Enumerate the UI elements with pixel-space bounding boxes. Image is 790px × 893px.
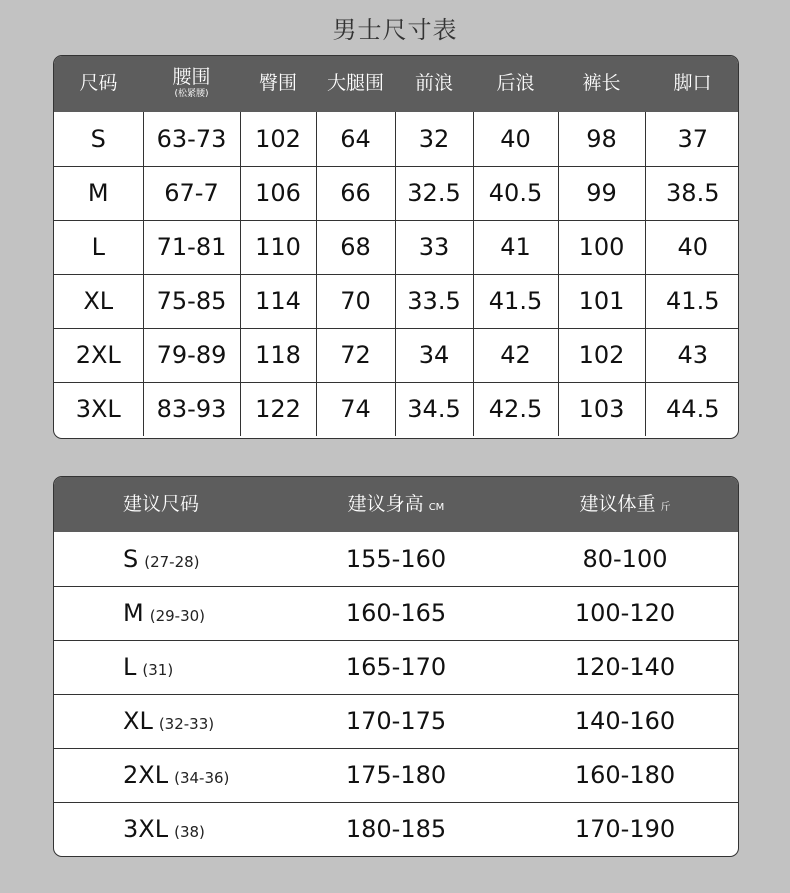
recommended-size-cell: M (29-30) bbox=[54, 586, 282, 640]
header-recommended-weight: 建议体重 斤 bbox=[510, 477, 739, 532]
recommended-size-table bbox=[53, 476, 739, 857]
table-row bbox=[54, 112, 739, 166]
table-row bbox=[54, 694, 739, 748]
size-cell: L bbox=[54, 220, 143, 274]
size-chart-header-row bbox=[54, 56, 739, 112]
header-waist: 腰围 (松紧腰) bbox=[143, 56, 240, 112]
height-cell: 155-160 bbox=[345, 544, 447, 573]
recommended-size-cell: 2XL (34-36) bbox=[54, 748, 282, 802]
waist-size-note: (38) bbox=[174, 823, 205, 842]
back-rise-cell: 41 bbox=[473, 220, 558, 274]
length-cell: 102 bbox=[558, 328, 645, 382]
waist-cell: 71-81 bbox=[143, 220, 240, 274]
back-rise-cell: 40 bbox=[473, 112, 558, 166]
page-title: 男士尺寸表 bbox=[332, 16, 458, 44]
leg-opening-cell: 40 bbox=[645, 220, 739, 274]
front-rise-cell: 32 bbox=[395, 112, 473, 166]
hip-cell: 110 bbox=[240, 220, 316, 274]
header-thigh: 大腿围 bbox=[316, 56, 395, 112]
size-cell: 2XL bbox=[54, 328, 143, 382]
thigh-cell: 68 bbox=[316, 220, 395, 274]
recommended-size-cell: 3XL (38) bbox=[54, 802, 282, 856]
back-rise-cell: 40.5 bbox=[473, 166, 558, 220]
size-cell: XL bbox=[54, 274, 143, 328]
waist-size-note: (31) bbox=[142, 661, 174, 679]
table-row bbox=[54, 640, 739, 694]
waist-cell: 83-93 bbox=[143, 382, 240, 436]
table-row bbox=[54, 382, 739, 436]
header-length: 裤长 bbox=[558, 56, 645, 112]
front-rise-cell: 32.5 bbox=[395, 166, 473, 220]
leg-opening-cell: 43 bbox=[645, 328, 739, 382]
height-cell: 165-170 bbox=[282, 640, 510, 694]
length-cell: 100 bbox=[558, 220, 645, 274]
leg-opening-cell: 41.5 bbox=[645, 274, 739, 328]
thigh-cell: 72 bbox=[316, 328, 395, 382]
header-hip: 臀围 bbox=[240, 56, 316, 112]
recommended-size-cell: XL (32-33) bbox=[54, 694, 282, 748]
front-rise-cell: 33 bbox=[395, 220, 473, 274]
table-row bbox=[54, 748, 739, 802]
size-chart-table bbox=[53, 55, 739, 439]
waist-size-note: (32-33) bbox=[158, 715, 215, 733]
recommend-header-row bbox=[54, 477, 739, 532]
header-front-rise: 前浪 bbox=[395, 56, 473, 112]
leg-opening-cell: 37 bbox=[677, 124, 709, 153]
thigh-cell: 74 bbox=[316, 382, 395, 436]
back-rise-cell: 42 bbox=[473, 328, 558, 382]
table-row bbox=[54, 166, 739, 220]
waist-size-note: (27-28) bbox=[144, 552, 200, 571]
front-rise-cell: 34.5 bbox=[395, 382, 473, 436]
table-row bbox=[54, 532, 739, 586]
hip-cell: 118 bbox=[240, 328, 316, 382]
leg-opening-cell: 44.5 bbox=[645, 382, 739, 436]
header-waist-note: (松紧腰) bbox=[174, 89, 209, 100]
table-row bbox=[54, 586, 739, 640]
weight-cell: 170-190 bbox=[510, 802, 739, 856]
height-cell: 180-185 bbox=[282, 802, 510, 856]
front-rise-cell: 33.5 bbox=[395, 274, 473, 328]
back-rise-cell: 41.5 bbox=[473, 274, 558, 328]
header-leg-opening: 脚口 bbox=[645, 56, 739, 112]
front-rise-cell: 34 bbox=[395, 328, 473, 382]
thigh-cell: 66 bbox=[316, 166, 395, 220]
height-cell: 175-180 bbox=[282, 748, 510, 802]
hip-cell: 102 bbox=[240, 112, 316, 166]
recommended-size-cell: S (27-28) bbox=[123, 544, 200, 573]
weight-cell: 120-140 bbox=[510, 640, 739, 694]
waist-cell: 75-85 bbox=[143, 274, 240, 328]
thigh-cell: 70 bbox=[316, 274, 395, 328]
height-cell: 170-175 bbox=[282, 694, 510, 748]
header-recommended-height: 建议身高 CM bbox=[282, 477, 510, 532]
header-recommended-size: 建议尺码 bbox=[54, 477, 282, 532]
table-row bbox=[54, 328, 739, 382]
table-row bbox=[54, 274, 739, 328]
height-cell: 160-165 bbox=[282, 586, 510, 640]
length-cell: 101 bbox=[558, 274, 645, 328]
size-cell: S bbox=[54, 112, 143, 166]
header-size: 尺码 bbox=[54, 56, 143, 112]
waist-cell: 79-89 bbox=[143, 328, 240, 382]
length-cell: 99 bbox=[558, 166, 645, 220]
size-cell: 3XL bbox=[54, 382, 143, 436]
leg-opening-cell: 38.5 bbox=[645, 166, 739, 220]
length-cell: 98 bbox=[558, 112, 645, 166]
table-row bbox=[54, 220, 739, 274]
waist-cell: 67-7 bbox=[143, 166, 240, 220]
waist-size-note: (34-36) bbox=[174, 769, 230, 787]
weight-cell: 160-180 bbox=[510, 748, 739, 802]
thigh-cell: 64 bbox=[316, 112, 395, 166]
length-cell: 103 bbox=[558, 382, 645, 436]
weight-cell: 100-120 bbox=[510, 586, 739, 640]
weight-unit: 斤 bbox=[660, 501, 671, 513]
hip-cell: 122 bbox=[240, 382, 316, 436]
weight-cell: 80-100 bbox=[582, 544, 668, 573]
hip-cell: 106 bbox=[240, 166, 316, 220]
hip-cell: 114 bbox=[240, 274, 316, 328]
waist-cell: 63-73 bbox=[143, 112, 240, 166]
recommended-size-cell: L (31) bbox=[54, 640, 282, 694]
back-rise-cell: 42.5 bbox=[473, 382, 558, 436]
waist-size-note: (29-30) bbox=[149, 607, 206, 625]
table-row bbox=[54, 802, 739, 856]
header-back-rise: 后浪 bbox=[473, 56, 558, 112]
size-cell: M bbox=[54, 166, 143, 220]
weight-cell: 140-160 bbox=[510, 694, 739, 748]
height-unit: CM bbox=[428, 501, 445, 513]
